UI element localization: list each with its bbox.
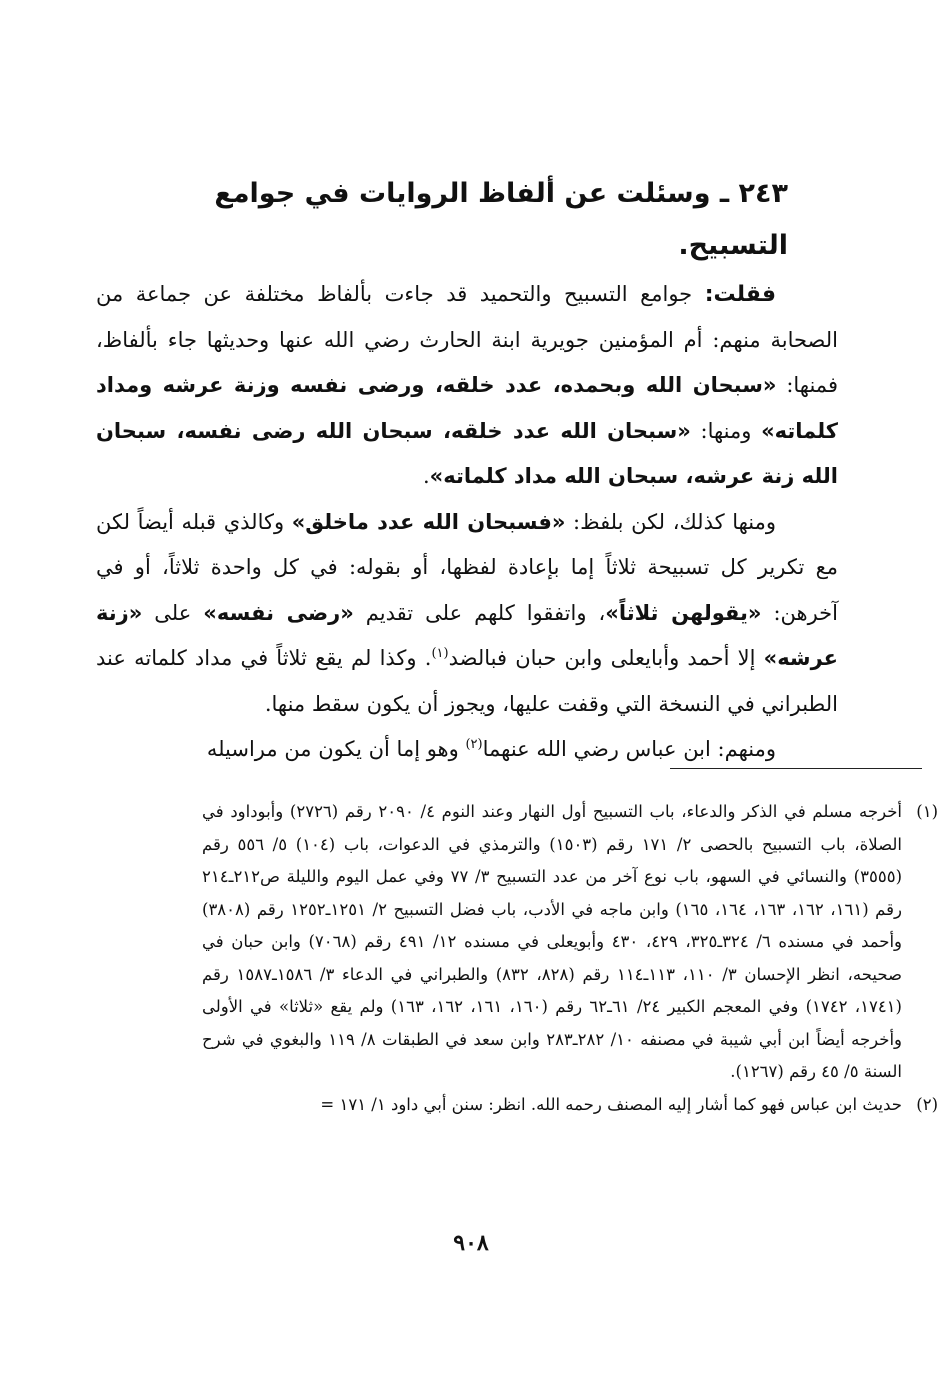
paragraph-text: على (142, 600, 204, 625)
paragraph-text: . (422, 464, 430, 488)
quoted-dhikr: «زنة عرشه» (96, 600, 838, 670)
page-content (96, 168, 838, 773)
footnote-ref-2: (٢) (465, 737, 483, 752)
quoted-dhikr: «رضى نفسه» (203, 600, 354, 625)
footnote-number: (١) (916, 802, 938, 821)
paragraph-text: ، واتفقوا كلهم على تقديم (353, 600, 606, 625)
paragraph-text: . وكذا لم يقع ثلاثاً في مداد كلماته عند الطبراني في النسخة التي وقفت عليها، ويجوز أن يكون سقط منها. (96, 646, 838, 716)
footnote-text: حديث ابن عباس فهو كما أشار إليه المصنف رحمه الله. انظر: سنن أبي داود ١/ ١٧١ = (320, 1094, 902, 1114)
footnotes (202, 796, 938, 1121)
paragraph-lead: فقلت: (704, 282, 776, 307)
footnote-text: أخرجه مسلم في الذكر والدعاء، باب التسبيح أول النهار وعند النوم ٤/ ٢٠٩٠ رقم (٢٧٢٦) وأبوداود في الصلاة، باب التسبيح بالحصى ٢/ ١٧١ رقم (١٥٠٣) والترمذي في الدعوات، باب (١٠٤) ٥/ ٥٥٦ رقم (٣٥٥٥) والنسائي في السهو، باب نوع آخر من عدد التسبيح ٣/ ٧٧ وفي عمل اليوم والليلة ص٢١٢ـ٢١٤ رقم (١٦١، ١٦٢، ١٦٣، ١٦٤، ١٦٥) وابن ماجه في الأدب، باب فضل التسبيح ٢/ ١٢٥١ـ١٢٥٢ رقم (٣٨٠٨) وأحمد في مسنده ٦/ ٣٢٤ـ٣٢٥، ٤٢٩، ٤٣٠ وأبويعلى في مسنده ١٢/ ٤٩١ رقم (٧٠٦٨) وابن حبان في صحيحه، انظر الإحسان ٣/ ١١٠، ١١٣ـ١١٤ رقم (٨٢٨، ٨٣٢) والطبراني في الدعاء ٣/ ١٥٨٦ـ١٥٨٧ رقم (١٧٤١، ١٧٤٢) وفي المعجم الكبير ٢٤/ ٦١ـ٦٢ رقم (١٦٠، ١٦١، ١٦٢، ١٦٣) ولم يقع «ثلاثا» في الأولى وأخرجه أيضاً ابن أبي شيبة في مصنفه ١٠/ ٢٨٢ـ٢٨٣ وابن سعد في الطبقات ٨/ ١١٩ والبغوي في شرح السنة ٥/ ٤٥ رقم (١٢٦٧). (202, 802, 903, 1081)
paragraph-text: وكالذي قبله أيضاً لكن مع تكرير كل تسبيحة ثلاثاً إما بإعادة لفظها، أو بقوله: في كل واحدة ثلاثاً، أو في آخرهن: (96, 509, 838, 625)
quoted-dhikr: «سبحان الله وبحمده، عدد خلقه، ورضى نفسه وزنة عرشه ومداد كلماته» (96, 373, 838, 443)
paragraph-text: ومنها: (690, 418, 762, 443)
paragraph-2 (96, 500, 838, 728)
question-heading: ٢٤٣ ـ وسئلت عن ألفاظ الروايات في جوامع التسبيح. (214, 178, 788, 261)
footnote-divider (670, 768, 922, 769)
paragraph-1 (96, 272, 838, 500)
quoted-dhikr: «يقولهن ثلاثاً» (605, 600, 762, 625)
footnote-ref-1: (١) (431, 646, 449, 661)
footnote-item (202, 796, 938, 1089)
paragraph-text: ومنهم: ابن عباس رضي الله عنهما (482, 737, 776, 761)
quoted-dhikr: «سبحان الله عدد خلقه، سبحان الله رضى نفسه، سبحان الله زنة عرشه، سبحان الله مداد كلماته» (96, 418, 838, 488)
paragraph-text: إلا أحمد وأبايعلى وابن حبان فبالضد (448, 646, 764, 670)
paragraph-3 (96, 727, 838, 773)
footnote-item (202, 1089, 938, 1122)
quoted-dhikr: «فسبحان الله عدد ماخلق» (291, 509, 566, 534)
paragraph-text: وهو إما أن يكون من مراسيله (206, 737, 466, 761)
page-number: ٩٠٨ (453, 1230, 489, 1256)
paragraph-text: جوامع التسبيح والتحميد قد جاءت بألفاظ مختلفة عن جماعة من الصحابة منهم: أم المؤمنين جويرية ابنة الحارث رضي الله عنها وحديثها جاء بألفاظ، فمنها: (96, 282, 838, 397)
body-text (96, 272, 838, 773)
footnote-number: (٢) (916, 1094, 938, 1114)
paragraph-text: ومنها كذلك، لكن بلفظ: (565, 509, 777, 534)
